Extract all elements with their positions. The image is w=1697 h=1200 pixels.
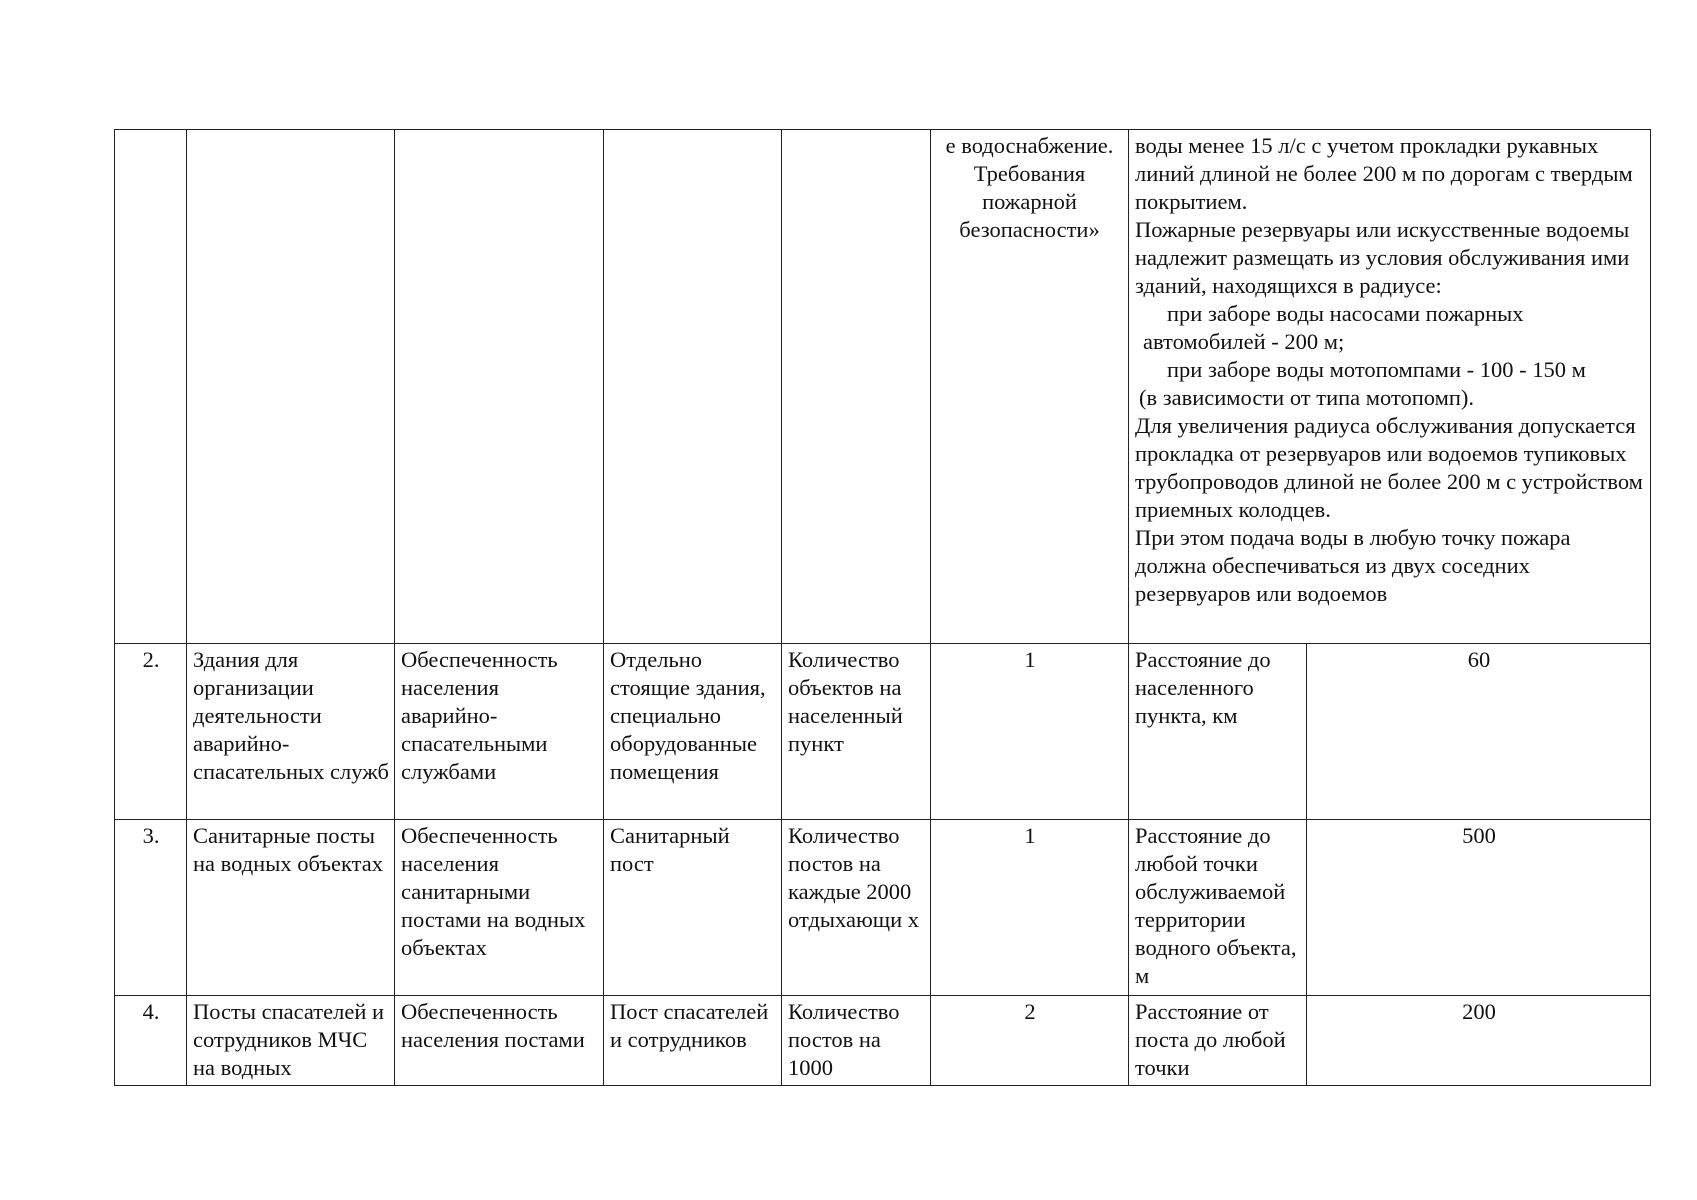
cell-requirements — [1129, 130, 1651, 644]
cell-unit: Количество объектов на населенный пункт — [782, 644, 931, 820]
requirement-line: автомобилей - 200 м; — [1143, 329, 1345, 354]
cell-row-number: 2. — [115, 644, 187, 820]
cell-empty — [395, 130, 604, 644]
cell-object: Здания для организации деятельности аварийно-спасательных служб — [187, 644, 395, 820]
cell-access-indicator: Расстояние до любой точки обслуживаемой территории водного объекта, м — [1129, 820, 1307, 996]
cell-unit: Количество постов на 1000 — [782, 996, 931, 1086]
cell-indicator: Обеспеченность населения санитарными постами на водных объектах — [395, 820, 604, 996]
table-row — [115, 820, 1651, 996]
cell-object: Санитарные посты на водных объектах — [187, 820, 395, 996]
cell-empty — [115, 130, 187, 644]
cell-row-number: 4. — [115, 996, 187, 1086]
cell-empty — [782, 130, 931, 644]
cell-access-indicator: Расстояние от поста до любой точки — [1129, 996, 1307, 1086]
table-row — [115, 644, 1651, 820]
table-row — [115, 996, 1651, 1086]
cell-access-value: 60 — [1307, 644, 1651, 820]
cell-empty — [604, 130, 782, 644]
norms-table — [114, 129, 1651, 1086]
table-row-continuation — [115, 130, 1651, 644]
requirement-line: при заборе воды насосами пожарных — [1167, 301, 1524, 326]
cell-indicator: Обеспеченность населения постами — [395, 996, 604, 1086]
cell-object-type: Отдельно стоящие здания, специально оборудованные помещения — [604, 644, 782, 820]
cell-unit: Количество постов на каждые 2000 отдыхающи х — [782, 820, 931, 996]
cell-value: 1 — [931, 820, 1129, 996]
cell-access-value: 200 — [1307, 996, 1651, 1086]
cell-object: Посты спасателей и сотрудников МЧС на водных — [187, 996, 395, 1086]
requirement-line: Пожарные резервуары или искусственные водоемы надлежит размещать из условия обслуживания ими зданий, находящихся в радиусе: — [1135, 217, 1630, 298]
cell-access-value: 500 — [1307, 820, 1651, 996]
requirement-line: (в зависимости от типа мотопомп). — [1139, 385, 1475, 410]
cell-norm-doc: е водоснабжение. Требования пожарной безопасности» — [931, 130, 1129, 644]
cell-row-number: 3. — [115, 820, 187, 996]
cell-value: 1 — [931, 644, 1129, 820]
cell-indicator: Обеспеченность населения аварийно-спасательными службами — [395, 644, 604, 820]
requirement-line: При этом подача воды в любую точку пожара должна обеспечиваться из двух соседних резервуаров или водоемов — [1135, 525, 1571, 606]
cell-object-type: Санитарный пост — [604, 820, 782, 996]
cell-access-indicator: Расстояние до населенного пункта, км — [1129, 644, 1307, 820]
requirement-line: Для увеличения радиуса обслуживания допускается прокладка от резервуаров или водоемов тупиковых трубопроводов длиной не более 200 м с устройством приемных колодцев. — [1135, 413, 1643, 522]
cell-empty — [187, 130, 395, 644]
cell-value: 2 — [931, 996, 1129, 1086]
requirement-line: при заборе воды мотопомпами - 100 - 150 м — [1167, 357, 1586, 382]
cell-object-type: Пост спасателей и сотрудников — [604, 996, 782, 1086]
requirement-line: воды менее 15 л/с с учетом прокладки рукавных линий длиной не более 200 м по дорогам с твердым покрытием. — [1135, 133, 1633, 214]
